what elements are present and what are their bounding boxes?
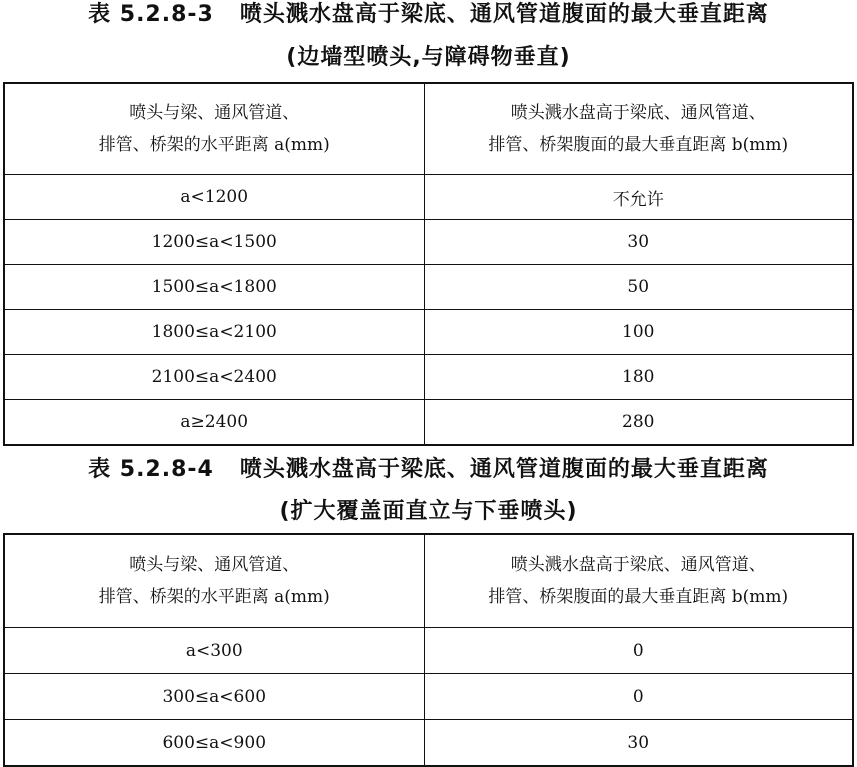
cell-b: 100 [424,310,853,355]
header-line: 喷头溅水盘高于梁底、通风管道、 [510,555,766,575]
header-line: 排管、桥架的水平距离 a(mm) [98,587,330,607]
table1-header-b [424,83,853,175]
cell-a: a≥2400 [4,400,424,446]
cell-a: 2100≤a<2400 [4,355,424,400]
table-row [4,674,853,720]
cell-a: 1800≤a<2100 [4,310,424,355]
table2-header-a [4,534,424,628]
table-row [4,175,853,220]
table2-header-b [424,534,853,628]
table2-header-row [4,534,853,628]
cell-b: 30 [424,220,853,265]
cell-a: 1200≤a<1500 [4,220,424,265]
table2-caption [0,455,857,485]
table1 [3,82,854,446]
table-row [4,720,853,767]
table-row [4,355,853,400]
table2 [3,533,854,767]
cell-a: 1500≤a<1800 [4,265,424,310]
table1-caption-subtitle: (边墙型喷头,与障碍物垂直) [286,45,571,70]
cell-a: 300≤a<600 [4,674,424,720]
header-line: 排管、桥架腹面的最大垂直距离 b(mm) [488,135,789,155]
table1-caption-title: 喷头溅水盘高于梁底、通风管道腹面的最大垂直距离 [239,2,769,27]
cell-a: a<1200 [4,175,424,220]
cell-b: 0 [424,674,853,720]
header-line: 喷头与梁、通风管道、 [129,555,300,575]
table1-header-row [4,83,853,175]
table-row [4,310,853,355]
cell-b: 0 [424,628,853,674]
cell-b: 180 [424,355,853,400]
cell-b: 不允许 [424,175,853,220]
header-line: 排管、桥架腹面的最大垂直距离 b(mm) [488,587,789,607]
table2-caption-subtitle: (扩大覆盖面直立与下垂喷头) [279,499,578,524]
table-row [4,265,853,310]
table-row [4,628,853,674]
cell-a: a<300 [4,628,424,674]
header-line: 喷头与梁、通风管道、 [129,103,300,123]
cell-b: 280 [424,400,853,446]
table1-header-a [4,83,424,175]
table2-caption-number: 表 5.2.8-4 [88,457,214,482]
header-line: 喷头溅水盘高于梁底、通风管道、 [510,103,766,123]
table1-caption [0,0,857,30]
table2-caption-title: 喷头溅水盘高于梁底、通风管道腹面的最大垂直距离 [239,457,769,482]
cell-a: 600≤a<900 [4,720,424,767]
table-row [4,220,853,265]
header-line: 排管、桥架的水平距离 a(mm) [98,135,330,155]
table-row [4,400,853,446]
table1-caption-number: 表 5.2.8-3 [88,2,214,27]
cell-b: 50 [424,265,853,310]
cell-b: 30 [424,720,853,767]
